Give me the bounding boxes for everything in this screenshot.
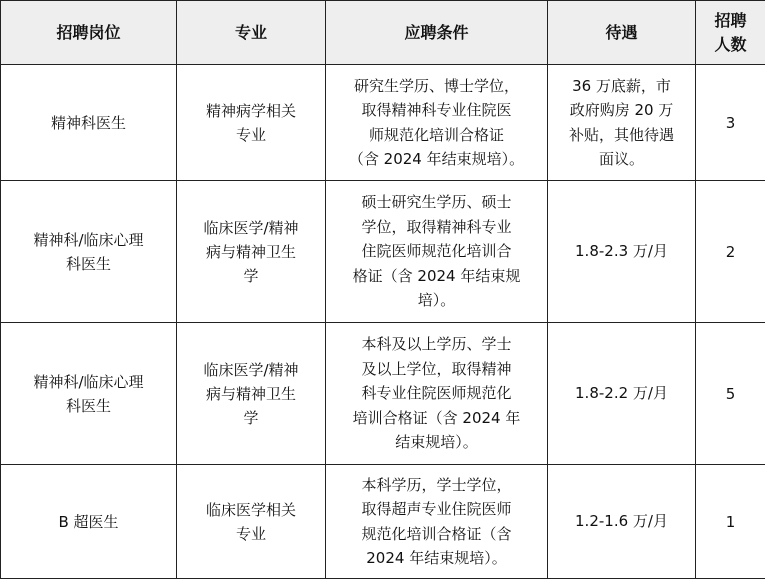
table-header bbox=[1, 1, 765, 65]
cell-position: 精神科/临床心理 科医生 bbox=[1, 181, 177, 323]
header-position: 招聘岗位 bbox=[1, 1, 177, 65]
cell-conditions: 本科学历，学士学位， 取得超声专业住院医师 规范化培训合格证（含 2024 年结束规培）。 bbox=[326, 465, 548, 579]
cell-salary: 36 万底薪，市 政府购房 20 万 补贴，其他待遇 面议。 bbox=[548, 65, 696, 181]
cell-salary: 1.8-2.2 万/月 bbox=[548, 323, 696, 465]
cell-position: 精神科/临床心理 科医生 bbox=[1, 323, 177, 465]
header-major: 专业 bbox=[177, 1, 326, 65]
cell-salary: 1.8-2.3 万/月 bbox=[548, 181, 696, 323]
table-row bbox=[1, 323, 765, 465]
cell-count: 2 bbox=[696, 181, 765, 323]
table-body bbox=[1, 65, 765, 579]
cell-count: 3 bbox=[696, 65, 765, 181]
header-salary: 待遇 bbox=[548, 1, 696, 65]
cell-count: 5 bbox=[696, 323, 765, 465]
cell-conditions: 本科及以上学历、学士 及以上学位，取得精神 科专业住院医师规范化 培训合格证（含 2024 年 结束规培）。 bbox=[326, 323, 548, 465]
cell-salary: 1.2-1.6 万/月 bbox=[548, 465, 696, 579]
header-conditions: 应聘条件 bbox=[326, 1, 548, 65]
cell-major: 临床医学/精神 病与精神卫生 学 bbox=[177, 181, 326, 323]
cell-major: 精神病学相关 专业 bbox=[177, 65, 326, 181]
cell-major: 临床医学相关 专业 bbox=[177, 465, 326, 579]
table-row bbox=[1, 465, 765, 579]
table-row bbox=[1, 65, 765, 181]
table-row bbox=[1, 181, 765, 323]
cell-position: B 超医生 bbox=[1, 465, 177, 579]
header-count: 招聘 人数 bbox=[696, 1, 765, 65]
cell-conditions: 硕士研究生学历、硕士 学位，取得精神科专业 住院医师规范化培训合 格证（含 2024 年结束规 培）。 bbox=[326, 181, 548, 323]
header-row bbox=[1, 1, 765, 65]
cell-major: 临床医学/精神 病与精神卫生 学 bbox=[177, 323, 326, 465]
cell-position: 精神科医生 bbox=[1, 65, 177, 181]
cell-count: 1 bbox=[696, 465, 765, 579]
cell-conditions: 研究生学历、博士学位， 取得精神科专业住院医 师规范化培训合格证 （含 2024 年结束规培）。 bbox=[326, 65, 548, 181]
